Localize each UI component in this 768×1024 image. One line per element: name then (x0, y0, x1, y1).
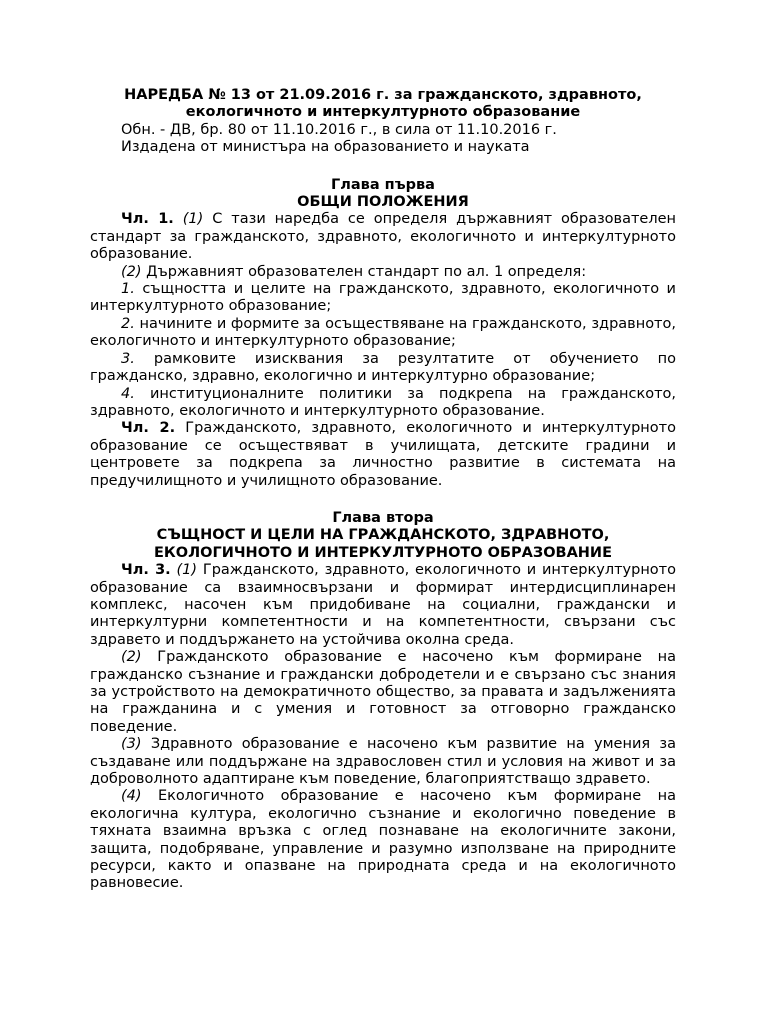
item-text: същността и целите на гражданското, здравното, екологичното и интеркултурното образование; (90, 281, 676, 315)
paragraph-marker: (4) (121, 788, 142, 805)
article-3-paragraph-4 (90, 788, 676, 892)
paragraph-text: Екологичното образование е насочено към формиране на екологична култура, екологично съзнание и екологично поведение в тяхната взаимна връзка с оглед познаване на екологичните закони, защита, подобряване, управление и разумно използване на природните ресурси, както и опазване на природната среда и на екологичното равновесие. (90, 788, 676, 892)
article-text: Гражданското, здравното, екологичното и интеркултурното образование се осъществяват в училищата, детските градини и центровете за подкрепа за личностно развитие в системата на предучилищното и училищното образование. (90, 420, 676, 489)
chapter-2-name (90, 527, 676, 562)
paragraph-marker: (2) (121, 263, 142, 280)
document-page (90, 87, 676, 893)
title-line-2: екологичното и интеркултурното образование (185, 104, 581, 121)
paragraph-text: Гражданското, здравното, екологичното и интеркултурното образование са взаимносвързани и формират интердисциплинарен комплекс, насочен към придобиване на социални, граждански и интеркултурни компетентности и на компетентности, свързани със здравето и поддържането на устойчива околна среда. (90, 562, 676, 648)
article-3-paragraph-3 (90, 736, 676, 788)
article-1-number: Чл. 1. (121, 211, 174, 228)
item-text: институционалните политики за подкрепа на гражданското, здравното, екологичното и интеркултурното образование. (90, 385, 676, 419)
article-3-paragraph-1 (90, 562, 676, 649)
paragraph-text: Здравното образование е насочено към развитие на умения за създаване или поддържане на здравословен стил и условия на живот и за доброволното адаптиране към поведение, благоприятстващо здравето. (90, 736, 676, 788)
chapter-2-name-line-1: СЪЩНОСТ И ЦЕЛИ НА ГРАЖДАНСКОТО, ЗДРАВНОТО, (156, 527, 610, 544)
article-3-paragraph-2 (90, 649, 676, 736)
title-line-1: НАРЕДБА № 13 от 21.09.2016 г. за гражданското, здравното, (124, 87, 642, 103)
article-2 (90, 420, 676, 490)
paragraph-marker: (1) (182, 211, 204, 228)
paragraph-marker: (3) (121, 736, 142, 753)
publication-info: Обн. - ДВ, бр. 80 от 11.10.2016 г., в сила от 11.10.2016 г. (121, 121, 557, 138)
item-marker: 4. (121, 385, 135, 402)
paragraph-marker: (1) (176, 562, 198, 579)
article-1-item-2 (90, 316, 676, 351)
document-title (90, 87, 676, 122)
issuer-info: Издадена от министъра на образованието и науката (121, 139, 530, 156)
item-text: рамковите изисквания за резултатите от обучението по гражданско, здравно, екологично и интеркултурно образование; (90, 350, 676, 385)
item-marker: 1. (121, 281, 135, 298)
article-1-item-3 (90, 351, 676, 386)
article-1-item-1 (90, 281, 676, 316)
article-2-number: Чл. 2. (121, 420, 176, 437)
chapter-1-label: Глава първа (331, 176, 435, 193)
chapter-2-label: Глава втора (332, 509, 434, 526)
article-1-paragraph-2 (90, 264, 676, 281)
paragraph-text: С тази наредба се определя държавният образователен стандарт за гражданското, здравното, екологичното и интеркултурното образование. (90, 211, 677, 263)
paragraph-text: Гражданското образование е насочено към формиране на гражданско съзнание и граждански добродетели и е свързано със знания за устройството на демократичното общество, за правата и задълженията на гражданина и с умения и готовност за отговорно гражданско поведение. (90, 649, 676, 735)
chapter-2-name-line-2: ЕКОЛОГИЧНОТО И ИНТЕРКУЛТУРНОТО ОБРАЗОВАНИЕ (154, 544, 612, 561)
item-marker: 3. (121, 350, 135, 367)
article-1-paragraph-1 (90, 211, 676, 263)
item-marker: 2. (121, 315, 135, 332)
paragraph-marker: (2) (121, 649, 142, 666)
chapter-1-name: ОБЩИ ПОЛОЖЕНИЯ (297, 194, 469, 211)
paragraph-text: Държавният образователен стандарт по ал. 1 определя: (141, 263, 587, 280)
item-text: начините и формите за осъществяване на гражданското, здравното, екологичното и интеркултурното образование; (90, 315, 676, 350)
article-3-number: Чл. 3. (121, 562, 171, 579)
article-1-item-4 (90, 386, 676, 421)
